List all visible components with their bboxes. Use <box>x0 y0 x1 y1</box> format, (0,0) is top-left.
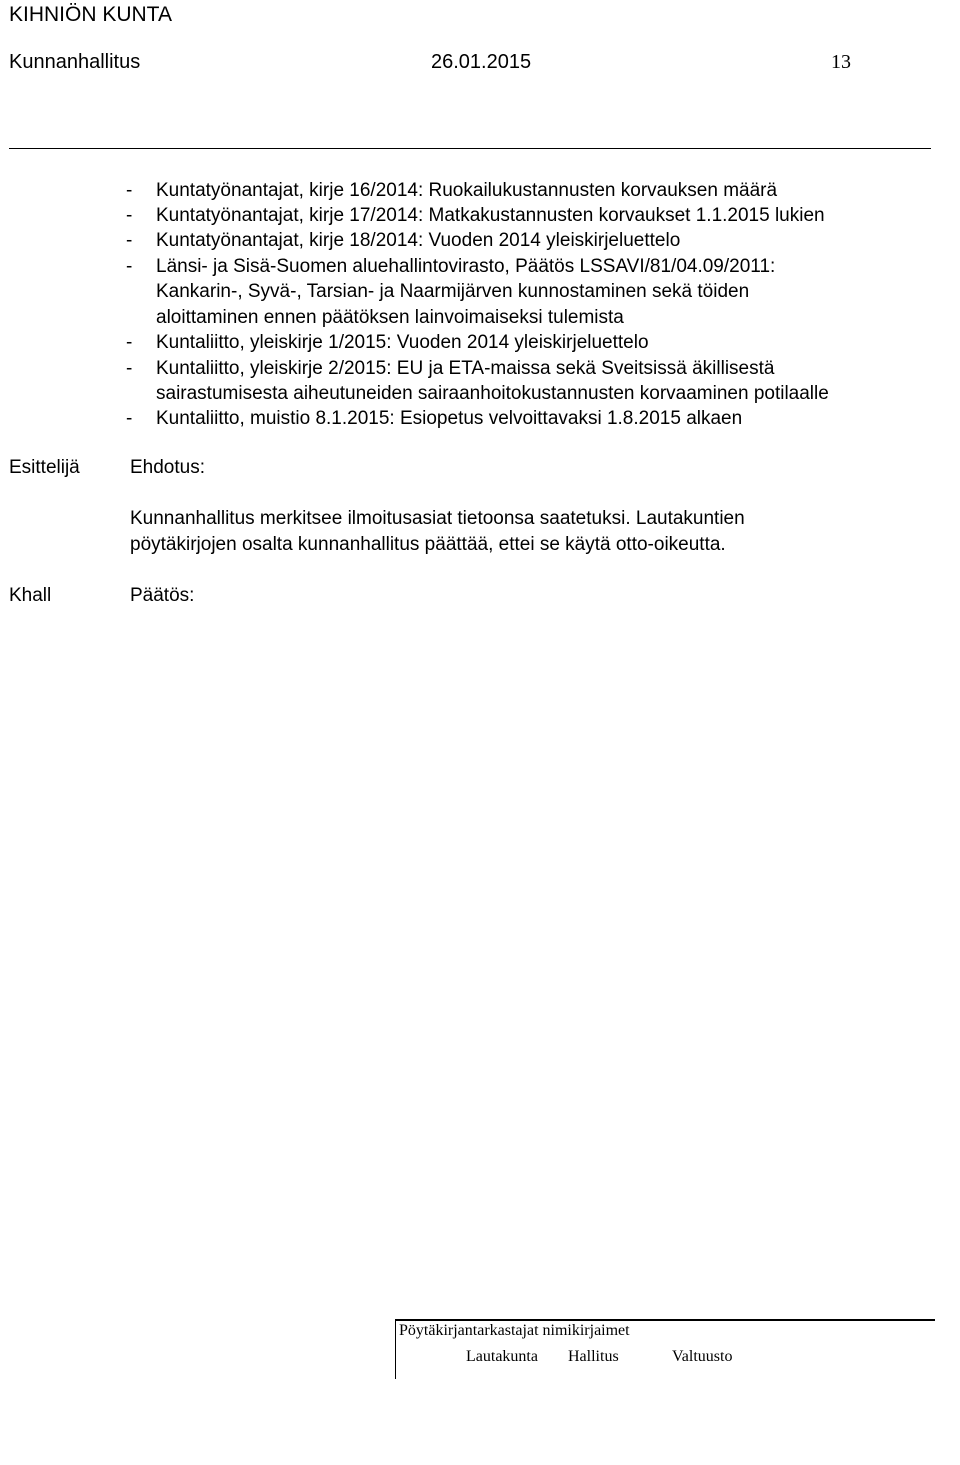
footer-title: Pöytäkirjantarkastajat nimikirjaimet <box>399 1322 630 1339</box>
page-number: 13 <box>831 51 851 73</box>
meeting-body: Kunnanhallitus <box>9 51 141 73</box>
list-item: - Kuntaliitto, yleiskirje 1/2015: Vuoden 2014 yleiskirjeluettelo <box>126 332 649 353</box>
list-item-continuation: aloittaminen ennen päätöksen lainvoimaiseksi tulemista <box>156 307 624 328</box>
proposal-label: Ehdotus: <box>130 457 205 478</box>
list-item: - Länsi- ja Sisä-Suomen aluehallintovirasto, Päätös LSSAVI/81/04.09/2011: <box>126 256 776 277</box>
list-item: - Kuntaliitto, yleiskirje 2/2015: EU ja ETA-maissa sekä Sveitsissä äkillisestä <box>126 358 775 379</box>
body-label: Khall <box>9 585 52 606</box>
list-item: - Kuntatyönantajat, kirje 18/2014: Vuoden 2014 yleiskirjeluettelo <box>126 230 681 251</box>
decision-label: Päätös: <box>130 585 195 606</box>
list-item: - Kuntaliitto, muistio 8.1.2015: Esiopetus velvoittavaksi 1.8.2015 alkaen <box>126 408 743 429</box>
footer-col-lautakunta: Lautakunta <box>466 1348 538 1365</box>
municipality-name: KIHNIÖN KUNTA <box>9 3 172 26</box>
footer-col-hallitus: Hallitus <box>568 1348 619 1365</box>
list-item: - Kuntatyönantajat, kirje 16/2014: Ruokailukustannusten korvauksen määrä <box>126 180 778 201</box>
proposal-text-line-2: pöytäkirjojen osalta kunnanhallitus päättää, ettei se käytä otto-oikeutta. <box>130 534 726 555</box>
list-item-continuation: Kankarin-, Syvä-, Tarsian- ja Naarmijärven kunnostaminen sekä töiden <box>156 281 750 302</box>
proposal-text-line-1: Kunnanhallitus merkitsee ilmoitusasiat tietoonsa saatetuksi. Lautakuntien <box>130 508 745 529</box>
footer-col-valtuusto: Valtuusto <box>672 1348 733 1365</box>
list-item-continuation: sairastumisesta aiheutuneiden sairaanhoitokustannusten korvaaminen potilaalle <box>156 383 829 404</box>
header-divider <box>9 148 931 149</box>
presenter-label: Esittelijä <box>9 457 80 478</box>
list-item: - Kuntatyönantajat, kirje 17/2014: Matkakustannusten korvaukset 1.1.2015 lukien <box>126 205 825 226</box>
meeting-date: 26.01.2015 <box>431 51 532 73</box>
